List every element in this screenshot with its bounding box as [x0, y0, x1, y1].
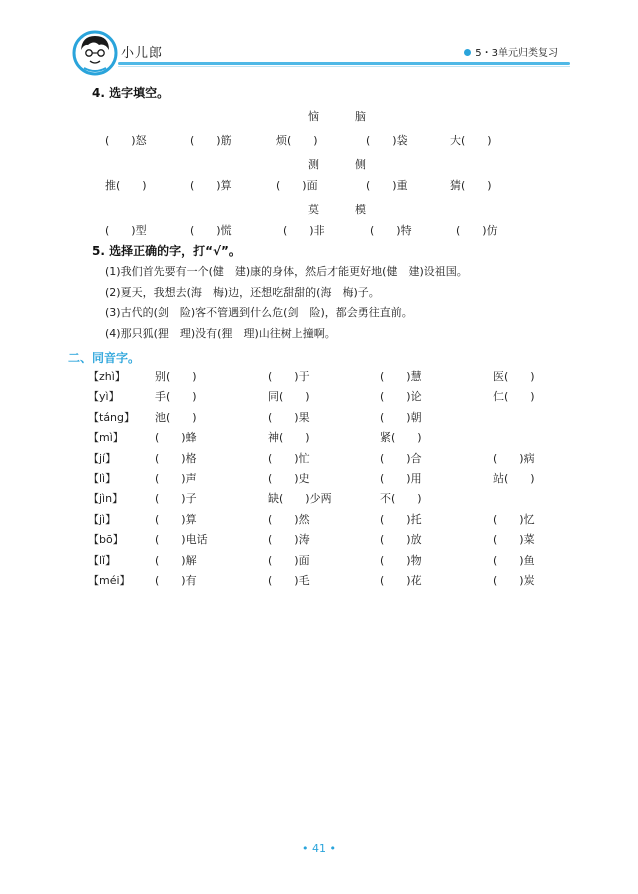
q5-line: (3)古代的(剑 险)客不管遇到什么危(剑 险)，都会勇往直前。: [105, 306, 413, 319]
q5-line: (1)我们首先要有一个(健 建)康的身体，然后才能更好地(健 建)设祖国。: [105, 265, 468, 278]
homophone-item: ( )算: [155, 513, 197, 526]
bullet-dot-icon: [464, 49, 471, 56]
unit-title: [464, 44, 558, 59]
q4-item: ( )型: [105, 224, 147, 237]
q4-pair-1-b: 脑: [355, 110, 366, 123]
section-2-title: 二、同音字。: [68, 351, 141, 365]
homophone-item: ( )花: [380, 574, 422, 587]
homophone-item: ( )鱼: [493, 554, 535, 567]
homophone-item: ( )物: [380, 554, 422, 567]
homophone-item: ( )合: [380, 452, 422, 465]
homophone-item: ( )托: [380, 513, 422, 526]
homophone-item: ( )面: [268, 554, 310, 567]
homophone-item: ( )涛: [268, 533, 310, 546]
homophone-item: 手( ): [155, 390, 197, 403]
homophone-item: ( )声: [155, 472, 197, 485]
homophone-item: ( )论: [380, 390, 422, 403]
q5-line: (4)那只狐(狸 理)没有(狸 理)山往树上撞啊。: [105, 327, 336, 340]
homophone-item: 别( ): [155, 370, 197, 383]
unit-title-text: 5・3单元归类复习: [475, 48, 558, 59]
homophone-item: ( )毛: [268, 574, 310, 587]
q4-item: 大( ): [450, 134, 492, 147]
pinyin-label: 【mì】: [88, 431, 124, 444]
q4-item: 猜( ): [450, 179, 492, 192]
homophone-item: ( )用: [380, 472, 422, 485]
page-header: [0, 0, 638, 80]
pinyin-label: 【bō】: [88, 533, 124, 546]
pinyin-label: 【lǐ】: [88, 554, 117, 567]
q4-item: ( )仿: [456, 224, 498, 237]
homophone-item: 池( ): [155, 411, 197, 424]
q4-item: ( )非: [283, 224, 325, 237]
homophone-item: ( )电话: [155, 533, 208, 546]
homophone-item: ( )有: [155, 574, 197, 587]
homophone-item: ( )果: [268, 411, 310, 424]
homophone-item: ( )忆: [493, 513, 535, 526]
homophone-item: ( )解: [155, 554, 197, 567]
homophone-item: ( )炭: [493, 574, 535, 587]
pinyin-label: 【zhì】: [88, 370, 126, 383]
page-number: • 41 •: [302, 842, 336, 855]
homophone-item: 医( ): [493, 370, 535, 383]
pinyin-label: 【lì】: [88, 472, 117, 485]
homophone-item: ( )格: [155, 452, 197, 465]
pinyin-label: 【jì】: [88, 513, 117, 526]
pinyin-label: 【méi】: [88, 574, 131, 587]
homophone-item: ( )蜂: [155, 431, 197, 444]
header-rule: [118, 62, 570, 65]
boy-mascot-icon: [72, 30, 118, 76]
homophone-item: ( )慧: [380, 370, 422, 383]
q4-item: ( )算: [190, 179, 232, 192]
homophone-item: 神( ): [268, 431, 310, 444]
q4-item: 烦( ): [276, 134, 318, 147]
homophone-item: 缺( )少两: [268, 492, 332, 505]
q4-title: 4. 选字填空。: [92, 86, 170, 100]
homophone-item: ( )朝: [380, 411, 422, 424]
q4-pair-2-b: 侧: [355, 158, 366, 171]
homophone-item: ( )史: [268, 472, 310, 485]
q4-item: ( )筋: [190, 134, 232, 147]
homophone-item: ( )菜: [493, 533, 535, 546]
homophone-item: ( )放: [380, 533, 422, 546]
q4-pair-3-b: 模: [355, 203, 366, 216]
q5-title: 5. 选择正确的字，打“√”。: [92, 244, 241, 258]
pinyin-label: 【jí】: [88, 452, 117, 465]
q4-item: ( )慌: [190, 224, 232, 237]
q4-item: 推( ): [105, 179, 147, 192]
homophone-item: 同( ): [268, 390, 310, 403]
pinyin-label: 【táng】: [88, 411, 136, 424]
q4-pair-2-a: 测: [308, 158, 319, 171]
homophone-item: ( )忙: [268, 452, 310, 465]
homophone-item: 紧( ): [380, 431, 422, 444]
homophone-item: 站( ): [493, 472, 535, 485]
pinyin-label: 【jìn】: [88, 492, 124, 505]
q5-line: (2)夏天，我想去(海 梅)边，还想吃甜甜的(海 梅)子。: [105, 286, 380, 299]
q4-item: ( )面: [276, 179, 318, 192]
header-rule-light: [118, 66, 570, 67]
homophone-item: ( )于: [268, 370, 310, 383]
pinyin-label: 【yì】: [88, 390, 120, 403]
q4-item: ( )袋: [366, 134, 408, 147]
q4-item: ( )特: [370, 224, 412, 237]
brand-name: 小儿郎: [121, 46, 164, 61]
homophone-item: ( )病: [493, 452, 535, 465]
homophone-item: ( )然: [268, 513, 310, 526]
q4-item: ( )重: [366, 179, 408, 192]
q4-item: ( )怒: [105, 134, 147, 147]
q4-pair-3-a: 莫: [308, 203, 319, 216]
q4-pair-1-a: 恼: [308, 110, 319, 123]
homophone-item: ( )子: [155, 492, 197, 505]
homophone-item: 不( ): [380, 492, 422, 505]
homophone-item: 仁( ): [493, 390, 535, 403]
